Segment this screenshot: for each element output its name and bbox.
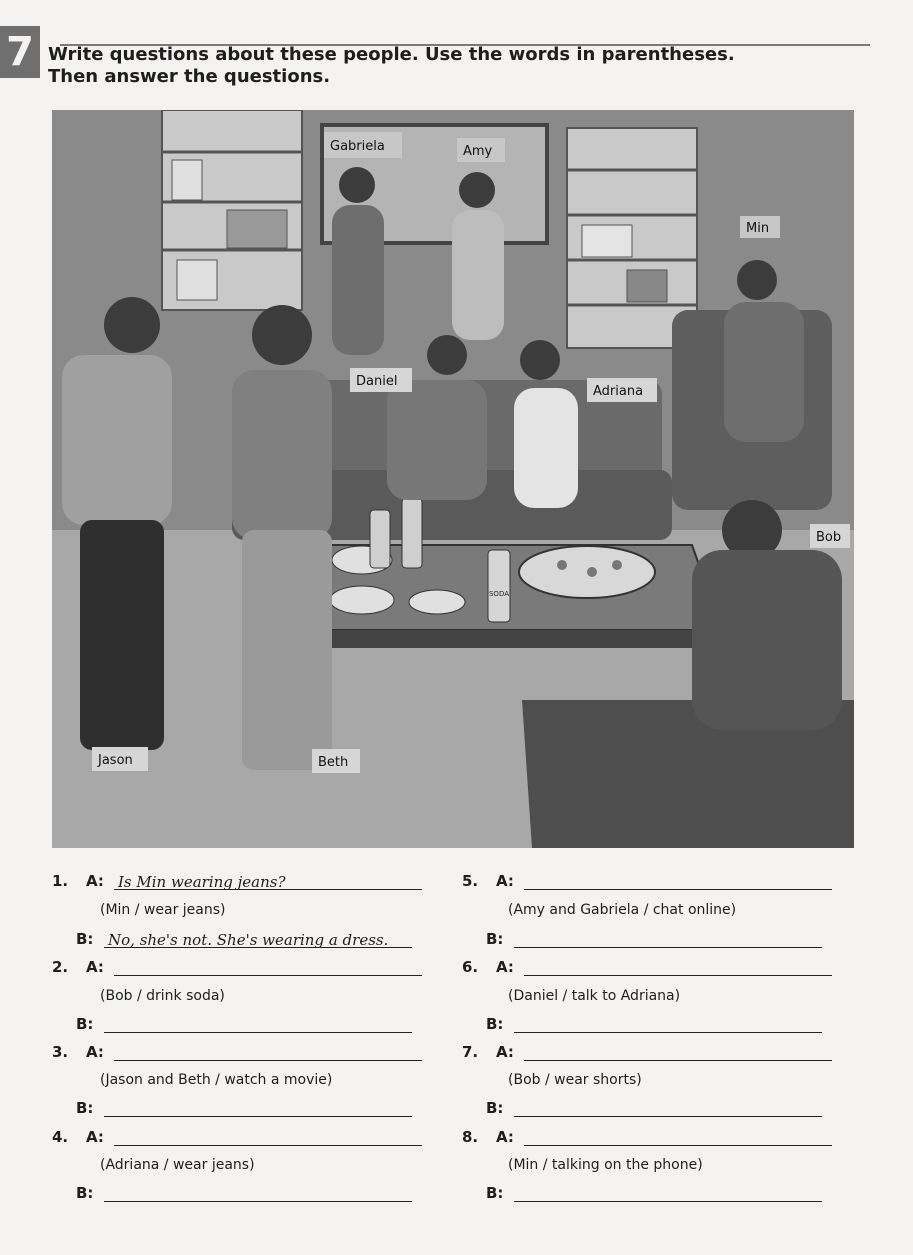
instructions xyxy=(48,44,735,88)
item-6-question: 6. A: xyxy=(462,958,832,976)
item-2-answer-b[interactable] xyxy=(104,1016,412,1033)
item-6-answer-b[interactable] xyxy=(514,1016,822,1033)
item-1-answer-a[interactable]: Is Min wearing jeans? xyxy=(114,873,422,890)
item-5-prompt: (Amy and Gabriela / chat online) xyxy=(508,902,737,918)
name-label-min: Min xyxy=(746,221,770,236)
name-label-amy: Amy xyxy=(463,144,493,159)
instruction-line-1: Write questions about these people. Use the words in parentheses. xyxy=(48,44,735,65)
item-8-response: B: xyxy=(486,1184,822,1202)
party-illustration xyxy=(52,110,854,848)
item-3-prompt: (Jason and Beth / watch a movie) xyxy=(100,1072,333,1088)
item-8-prompt: (Min / talking on the phone) xyxy=(508,1157,703,1173)
item-3-answer-a[interactable] xyxy=(114,1044,422,1061)
soda-label: SODA xyxy=(488,590,510,598)
item-1-response: B: No, she's not. She's wearing a dress. xyxy=(76,930,412,948)
item-7-response: B: xyxy=(486,1099,822,1117)
item-1-question: 1. A: Is Min wearing jeans? xyxy=(52,872,422,890)
item-3-question: 3. A: xyxy=(52,1043,422,1061)
item-4-answer-b[interactable] xyxy=(104,1185,412,1202)
item-2-question: 2. A: xyxy=(52,958,422,976)
item-3-answer-b[interactable] xyxy=(104,1100,412,1117)
item-5-answer-b[interactable] xyxy=(514,931,822,948)
exercise-number: 7 xyxy=(0,26,40,78)
item-4-response: B: xyxy=(76,1184,412,1202)
item-5-answer-a[interactable] xyxy=(524,873,832,890)
item-8-answer-a[interactable] xyxy=(524,1129,832,1146)
item-1-answer-b[interactable]: No, she's not. She's wearing a dress. xyxy=(104,931,412,948)
item-6-response: B: xyxy=(486,1015,822,1033)
item-4-question: 4. A: xyxy=(52,1128,422,1146)
item-7-question: 7. A: xyxy=(462,1043,832,1061)
item-8-question: 8. A: xyxy=(462,1128,832,1146)
item-2-prompt: (Bob / drink soda) xyxy=(100,988,225,1004)
item-6-answer-a[interactable] xyxy=(524,959,832,976)
name-label-beth: Beth xyxy=(318,755,349,770)
item-1-prompt: (Min / wear jeans) xyxy=(100,902,226,918)
item-5-question: 5. A: xyxy=(462,872,832,890)
name-label-daniel: Daniel xyxy=(356,374,398,389)
name-label-gabriela: Gabriela xyxy=(330,139,385,154)
item-3-response: B: xyxy=(76,1099,412,1117)
left-bookcase xyxy=(162,110,302,310)
item-4-answer-a[interactable] xyxy=(114,1129,422,1146)
name-label-adriana: Adriana xyxy=(593,384,644,399)
item-5-response: B: xyxy=(486,930,822,948)
name-label-bob: Bob xyxy=(816,530,842,545)
instruction-line-2: Then answer the questions. xyxy=(48,66,331,87)
item-7-answer-a[interactable] xyxy=(524,1044,832,1061)
item-4-prompt: (Adriana / wear jeans) xyxy=(100,1157,255,1173)
name-label-jason: Jason xyxy=(98,753,133,768)
item-6-prompt: (Daniel / talk to Adriana) xyxy=(508,988,681,1004)
item-7-answer-b[interactable] xyxy=(514,1100,822,1117)
item-7-prompt: (Bob / wear shorts) xyxy=(508,1072,642,1088)
item-8-answer-b[interactable] xyxy=(514,1185,822,1202)
item-2-answer-a[interactable] xyxy=(114,959,422,976)
item-2-response: B: xyxy=(76,1015,412,1033)
